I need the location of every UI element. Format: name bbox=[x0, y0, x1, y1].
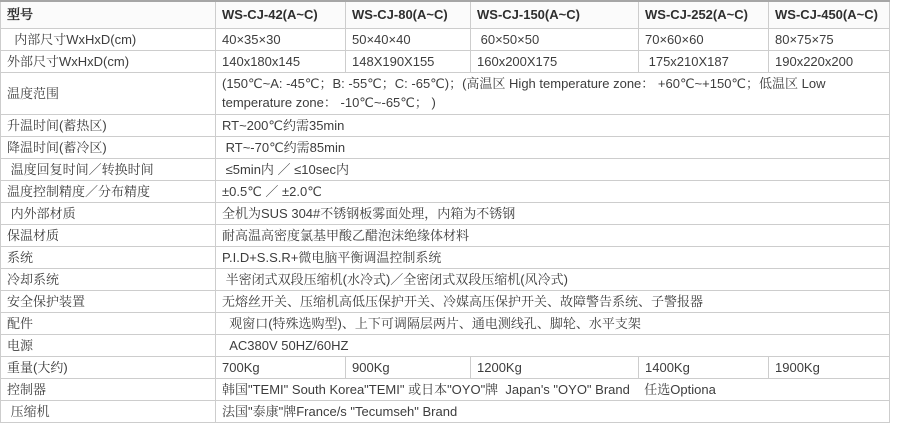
spec-value: 148X190X155 bbox=[346, 50, 471, 72]
spec-row-system bbox=[1, 246, 890, 268]
spec-value: 法国"泰康"牌France/s "Tecumseh" Brand bbox=[216, 400, 890, 422]
spec-row-accuracy bbox=[1, 180, 890, 202]
spec-row-insulation bbox=[1, 224, 890, 246]
spec-row-controller bbox=[1, 378, 890, 400]
row-label: 压缩机 bbox=[1, 400, 216, 422]
spec-value: 160x200X175 bbox=[471, 50, 639, 72]
spec-value: 1400Kg bbox=[639, 356, 769, 378]
spec-value: 70×60×60 bbox=[639, 28, 769, 50]
spec-value: 韩国"TEMI" South Korea"TEMI" 或日本"OYO"牌 Japan's "OYO" Brand 任选Optiona bbox=[216, 378, 890, 400]
spec-row-safety bbox=[1, 290, 890, 312]
spec-value: 1200Kg bbox=[471, 356, 639, 378]
spec-value: 80×75×75 bbox=[769, 28, 890, 50]
spec-row-cooldown-time bbox=[1, 136, 890, 158]
row-label: 温度控制精度／分布精度 bbox=[1, 180, 216, 202]
row-label: 温度回复时间／转换时间 bbox=[1, 158, 216, 180]
row-label: 配件 bbox=[1, 312, 216, 334]
row-label: 安全保护装置 bbox=[1, 290, 216, 312]
spec-value: (150℃~A: -45℃；B: -55℃；C: -65℃)；(高温区 High temperature zone： +60℃~+150℃；低温区 Low temperature zone： -10℃~-65℃； ) bbox=[216, 72, 890, 114]
row-label: 内外部材质 bbox=[1, 202, 216, 224]
spec-value: 耐高温高密度氯基甲酸乙醋泡沫绝缘体材料 bbox=[216, 224, 890, 246]
model-column-header: WS-CJ-252(A~C) bbox=[639, 1, 769, 28]
row-label: 重量(大约) bbox=[1, 356, 216, 378]
spec-value: 40×35×30 bbox=[216, 28, 346, 50]
spec-value: AC380V 50HZ/60HZ bbox=[216, 334, 890, 356]
row-label: 温度范围 bbox=[1, 72, 216, 114]
spec-value: 无熔丝开关、压缩机高低压保护开关、冷媒高压保护开关、故障警告系统、子警报器 bbox=[216, 290, 890, 312]
header-row bbox=[1, 1, 890, 28]
spec-row-heatup-time bbox=[1, 114, 890, 136]
spec-row-material bbox=[1, 202, 890, 224]
row-label: 降温时间(蓄冷区) bbox=[1, 136, 216, 158]
row-label: 内部尺寸WxHxD(cm) bbox=[1, 28, 216, 50]
spec-row-outer-size bbox=[1, 50, 890, 72]
row-label: 系统 bbox=[1, 246, 216, 268]
spec-row-weight bbox=[1, 356, 890, 378]
row-label: 保温材质 bbox=[1, 224, 216, 246]
spec-value: 190x220x200 bbox=[769, 50, 890, 72]
model-column-header: WS-CJ-42(A~C) bbox=[216, 1, 346, 28]
spec-value: ≤5min内 ／ ≤10sec内 bbox=[216, 158, 890, 180]
spec-value: RT~200℃约需35min bbox=[216, 114, 890, 136]
spec-value: 175x210X187 bbox=[639, 50, 769, 72]
spec-value: 140x180x145 bbox=[216, 50, 346, 72]
spec-value: P.I.D+S.S.R+微电脑平衡调温控制系统 bbox=[216, 246, 890, 268]
row-label: 控制器 bbox=[1, 378, 216, 400]
spec-row-inner-size bbox=[1, 28, 890, 50]
spec-value: 50×40×40 bbox=[346, 28, 471, 50]
spec-row-temp-range bbox=[1, 72, 890, 114]
model-column-header: WS-CJ-450(A~C) bbox=[769, 1, 890, 28]
header-label: 型号 bbox=[1, 1, 216, 28]
spec-value: 700Kg bbox=[216, 356, 346, 378]
spec-row-accessories bbox=[1, 312, 890, 334]
spec-row-compressor bbox=[1, 400, 890, 422]
spec-value: 900Kg bbox=[346, 356, 471, 378]
spec-row-power bbox=[1, 334, 890, 356]
spec-value: RT~-70℃约需85min bbox=[216, 136, 890, 158]
spec-value: 1900Kg bbox=[769, 356, 890, 378]
spec-row-recovery-time bbox=[1, 158, 890, 180]
row-label: 冷却系统 bbox=[1, 268, 216, 290]
spec-value: 观窗口(特殊选购型)、上下可调隔层两片、通电测线孔、脚轮、水平支架 bbox=[216, 312, 890, 334]
spec-value: 半密闭式双段压缩机(水冷式)／全密闭式双段压缩机(风冷式) bbox=[216, 268, 890, 290]
spec-value: 全机为SUS 304#不锈钢板雾面处理，内箱为不锈钢 bbox=[216, 202, 890, 224]
row-label: 电源 bbox=[1, 334, 216, 356]
model-column-header: WS-CJ-80(A~C) bbox=[346, 1, 471, 28]
row-label: 外部尺寸WxHxD(cm) bbox=[1, 50, 216, 72]
row-label: 升温时间(蓄热区) bbox=[1, 114, 216, 136]
spec-value: ±0.5℃ ／ ±2.0℃ bbox=[216, 180, 890, 202]
spec-row-cooling-system bbox=[1, 268, 890, 290]
model-column-header: WS-CJ-150(A~C) bbox=[471, 1, 639, 28]
spec-value: 60×50×50 bbox=[471, 28, 639, 50]
